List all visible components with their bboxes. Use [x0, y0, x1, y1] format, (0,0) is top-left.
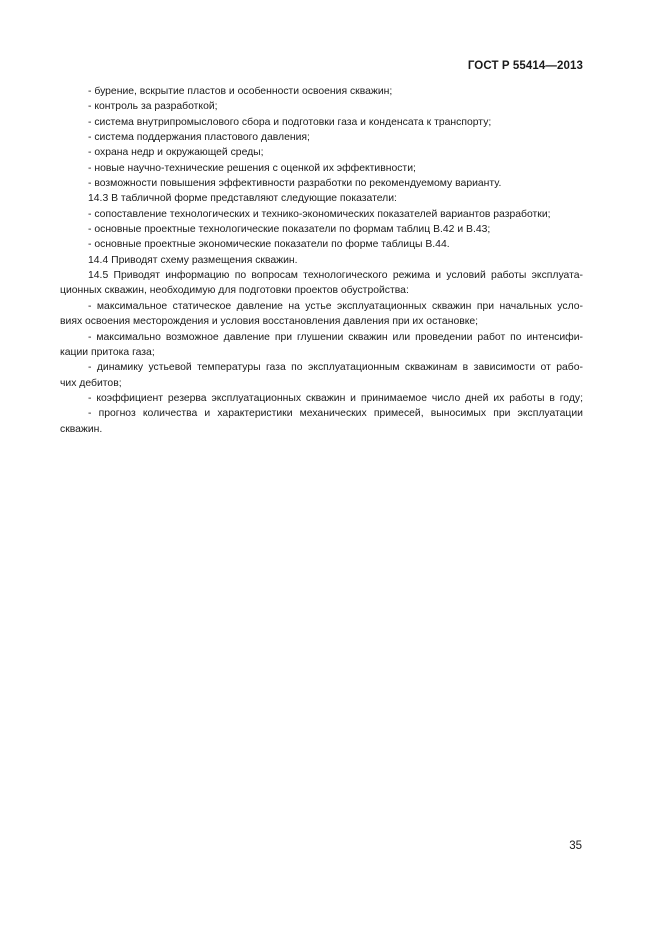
text-line: скважин. — [60, 423, 103, 435]
text-line: - прогноз количества и характеристики механических примесей, выносимых при эксплуатации — [88, 408, 583, 420]
text-line: кации притока газа; — [60, 346, 155, 358]
document-body — [60, 84, 583, 437]
text-line: - максимальное статическое давление на устье эксплуатационных скважин при начальных усло- — [88, 300, 583, 312]
text-line: - динамику устьевой температуры газа по эксплуатационным скважинам в зависимости от рабо- — [88, 362, 583, 374]
text-line: 14.4 Приводят схему размещения скважин. — [88, 254, 298, 266]
text-line: 14.5 Приводят информацию по вопросам технологического режима и условий работы эксплуата- — [88, 270, 583, 282]
text-line: чих дебитов; — [60, 377, 122, 389]
text-line: - сопоставление технологических и технико-экономических показателей вариантов разработки; — [88, 208, 551, 220]
text-line: - максимально возможное давление при глушении скважин или проведении работ по интенсифи- — [88, 331, 583, 343]
document-header: ГОСТ Р 55414—2013 — [467, 60, 583, 72]
text-line: - новые научно-технические решения с оценкой их эффективности; — [88, 162, 416, 174]
text-line: - коэффициент резерва эксплуатационных скважин и принимаемое число дней их работы в году; — [88, 392, 583, 404]
text-line: - система поддержания пластового давления; — [88, 132, 310, 144]
text-line: - возможности повышения эффективности разработки по рекомендуемому варианту. — [88, 178, 502, 190]
text-line: виях освоения месторождения и условия восстановления давления при их остановке; — [60, 316, 479, 328]
text-line: - система внутрипромыслового сбора и подготовки газа и конденсата к транспорту; — [88, 116, 492, 128]
text-line: - охрана недр и окружающей среды; — [88, 147, 264, 159]
text-line: 14.3 В табличной форме представляют следующие показатели: — [88, 193, 397, 205]
text-line: - основные проектные экономические показатели по форме таблицы В.44. — [88, 239, 450, 251]
page-number: 35 — [569, 840, 582, 852]
text-line: - контроль за разработкой; — [88, 101, 218, 113]
text-line: - основные проектные технологические показатели по формам таблиц В.42 и В.43; — [88, 224, 491, 236]
text-line: - бурение, вскрытие пластов и особенности освоения скважин; — [88, 86, 393, 97]
text-line: ционных скважин, необходимую для подготовки проектов обустройства: — [60, 285, 409, 297]
